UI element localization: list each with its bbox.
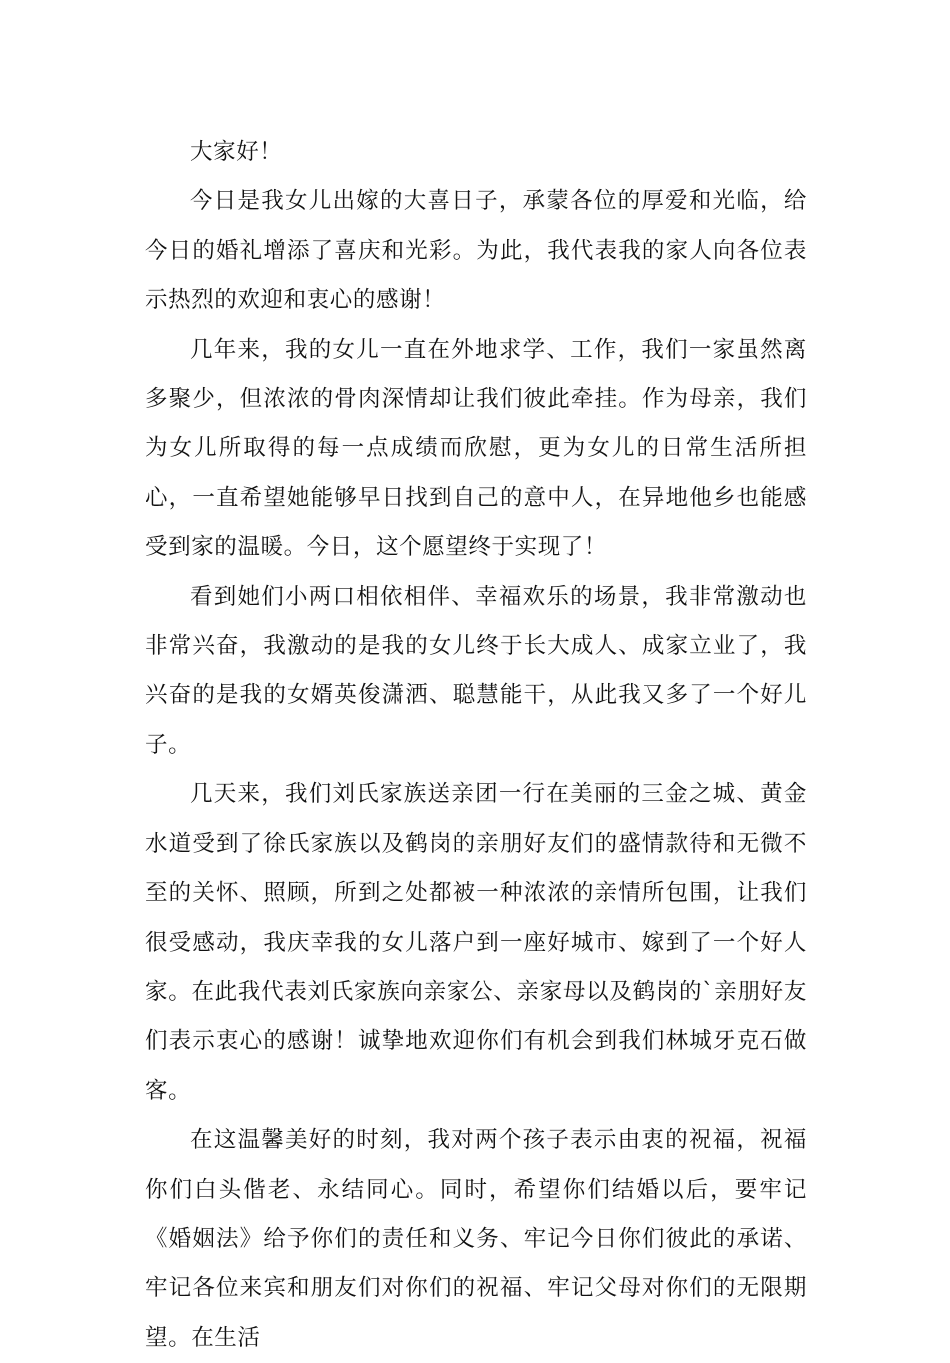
paragraph-daughter-years: 几年来，我的女儿一直在外地求学、工作，我们一家虽然离多聚少，但浓浓的骨肉深情却让我们彼此牵挂。作为母亲，我们为女儿所取得的每一点成绩而欣慰，更为女儿的日常生活所担心，一直希望她能够早日找到自己的意中人，在异地他乡也能感受到家的温暖。今日，这个愿望终于实现了！	[145, 336, 807, 561]
paragraph-family-thanks: 几天来，我们刘氏家族送亲团一行在美丽的三金之城、黄金水道受到了徐氏家族以及鹤岗的亲朋好友们的盛情款待和无微不至的关怀、照顾，所到之处都被一种浓浓的亲情所包围，让我们很受感动，我庆幸我的女儿落户到一座好城市、嫁到了一个好人家。在此我代表刘氏家族向亲家公、亲家母以及鹤岗的`亲朋好友们表示衷心的感谢！诚挚地欢迎你们有机会到我们林城牙克石做客。	[145, 781, 807, 1104]
document-body	[145, 128, 807, 1363]
paragraph-greeting: 大家好！	[190, 139, 283, 165]
paragraph-couple-joy: 看到她们小两口相依相伴、幸福欢乐的场景，我非常激动也非常兴奋，我激动的是我的女儿终于长大成人、成家立业了，我兴奋的是我的女婿英俊潇洒、聪慧能干，从此我又多了一个好儿子。	[145, 583, 807, 758]
paragraph-blessing: 在这温馨美好的时刻，我对两个孩子表示由衷的祝福，祝福你们白头偕老、永结同心。同时，希望你们结婚以后，要牢记《婚姻法》给予你们的责任和义务、牢记今日你们彼此的承诺、牢记各位来宾和朋友们对你们的祝福、牢记父母对你们的无限期望。在生活	[145, 1127, 807, 1351]
paragraph-welcome: 今日是我女儿出嫁的大喜日子，承蒙各位的厚爱和光临，给今日的婚礼增添了喜庆和光彩。为此，我代表我的家人向各位表示热烈的欢迎和衷心的感谢！	[145, 188, 807, 314]
